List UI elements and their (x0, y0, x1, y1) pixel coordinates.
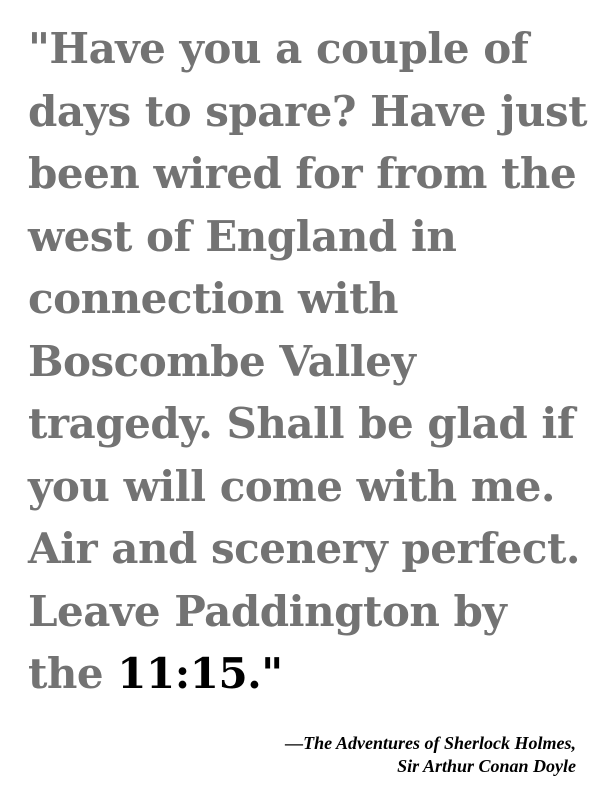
quote-line-1: "Have you a couple of (28, 24, 529, 73)
quote-line-2: days to spare? Have just (28, 86, 588, 136)
quote-line-4: west of England in (28, 211, 457, 261)
attribution-source: —The Adventures of Sherlock Holmes, (285, 733, 576, 753)
quote-line-9: Air and scenery perfect. (28, 524, 580, 573)
quote-line-10: Leave Paddington by (28, 586, 507, 636)
quote-line-5: connection with (28, 274, 399, 323)
quote-line-3: been wired for from the (28, 149, 577, 198)
quote-text (28, 18, 588, 706)
attribution-author: Sir Arthur Conan Doyle (397, 756, 576, 776)
quote-attribution (285, 732, 576, 778)
quote-line-8: you will come with me. (28, 461, 556, 511)
quote-line-7: tragedy. Shall be glad if (28, 399, 575, 448)
quote-line-6: Boscombe Valley (28, 336, 416, 386)
departure-time-highlight: 11:15." (117, 649, 283, 698)
quote-line-11 (28, 643, 588, 706)
quote-last-line-prefix: the (28, 649, 118, 698)
